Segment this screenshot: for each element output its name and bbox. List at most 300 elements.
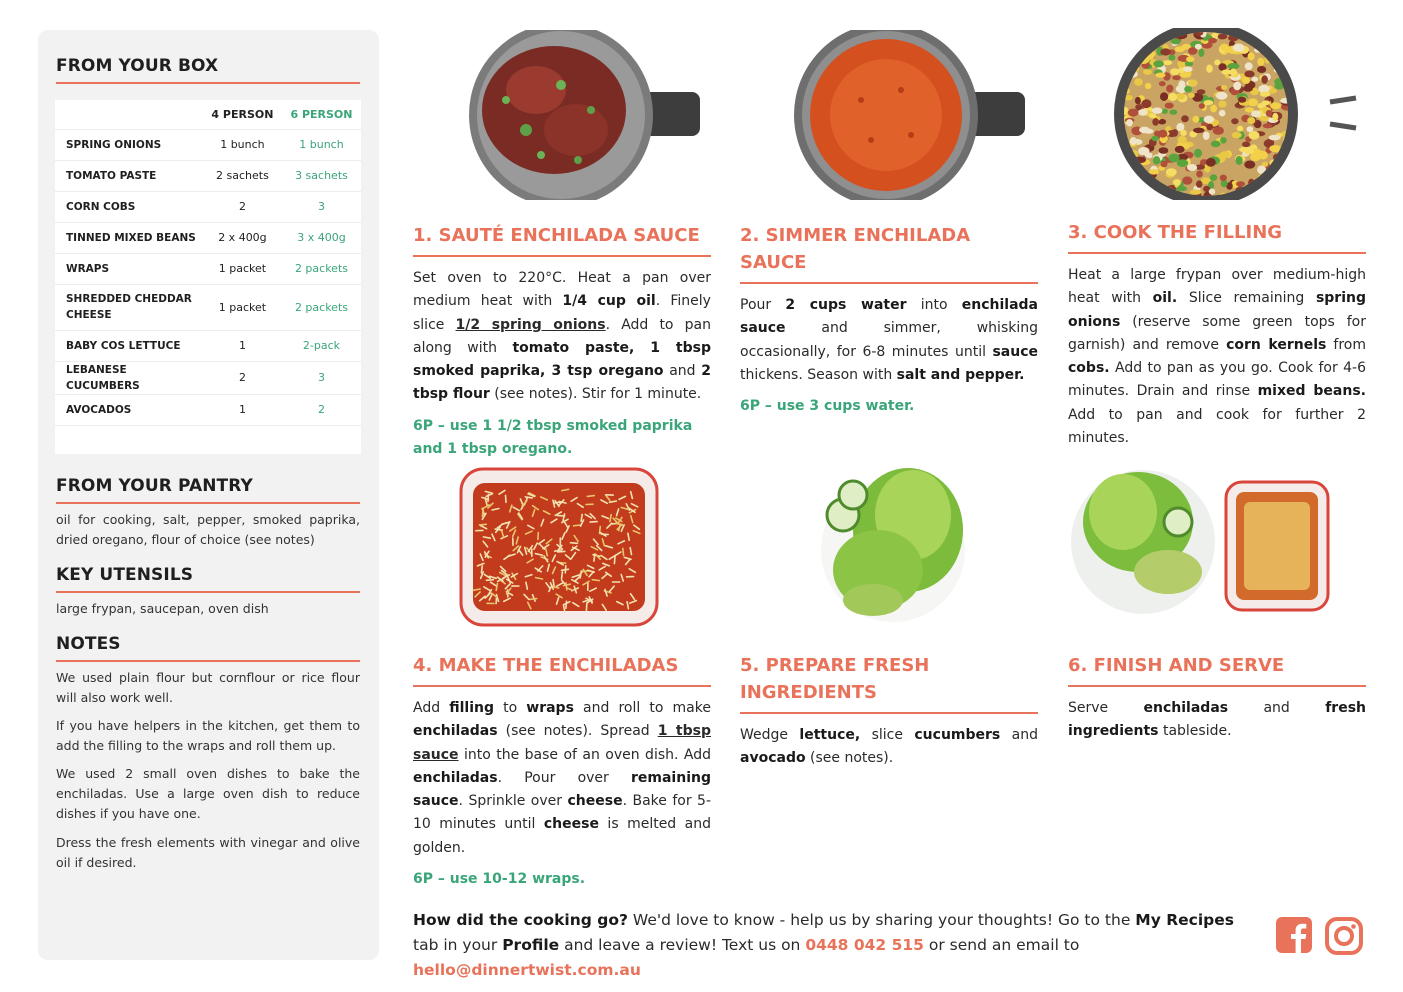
underline: 1/2 spring onions xyxy=(455,316,606,333)
row-4p: 1 packet xyxy=(203,284,282,330)
bean-texture xyxy=(1176,186,1187,191)
bean-texture xyxy=(1183,66,1193,72)
bold: spring onions xyxy=(1068,290,1366,330)
bean-texture xyxy=(1159,81,1166,86)
bean-texture xyxy=(1163,60,1173,65)
cheese-texture xyxy=(482,509,483,516)
bean-texture xyxy=(1159,147,1169,154)
bean-texture xyxy=(1139,32,1150,37)
step-5-body xyxy=(740,724,1038,771)
bean-texture xyxy=(1232,132,1242,138)
row-4p: 1 xyxy=(203,394,282,425)
table-row xyxy=(55,361,361,394)
bean-texture xyxy=(1152,118,1159,126)
step-3-title: 3. COOK THE FILLING xyxy=(1068,222,1283,243)
text: tab in your xyxy=(413,936,503,954)
bean-texture xyxy=(1257,58,1264,66)
bean-texture xyxy=(1281,29,1288,37)
bean-texture xyxy=(1218,34,1228,40)
table-row xyxy=(55,191,361,222)
text: into xyxy=(906,297,962,313)
step-6 xyxy=(1068,652,1366,744)
facebook-icon[interactable] xyxy=(1276,917,1314,955)
utensils-text: large frypan, saucepan, oven dish xyxy=(56,601,269,616)
text: Pour xyxy=(740,297,786,313)
bold: remaining sauce xyxy=(413,769,711,810)
bean-texture xyxy=(1188,93,1195,98)
step-5 xyxy=(740,652,1038,771)
bean-texture xyxy=(1196,180,1202,187)
bean-texture xyxy=(1220,44,1229,51)
bean-texture xyxy=(1214,60,1220,66)
bean-texture xyxy=(1199,103,1205,109)
bean-texture xyxy=(1269,135,1281,141)
bean-texture xyxy=(1247,117,1255,124)
text: Serve xyxy=(1068,700,1144,716)
table-row xyxy=(55,160,361,191)
bean-texture xyxy=(1125,178,1137,184)
bean-texture xyxy=(1278,30,1287,37)
bold: cheese xyxy=(543,816,599,833)
bean-texture xyxy=(1206,65,1213,73)
bean-texture xyxy=(1272,113,1278,121)
note-4: Dress the fresh elements with vinegar and olive oil if desired. xyxy=(56,835,360,870)
bean-texture xyxy=(1270,186,1280,192)
bean-texture xyxy=(1245,62,1253,70)
bean-texture xyxy=(1175,46,1185,52)
note-2: If you have helpers in the kitchen, get them to add the filling to the wraps and roll them up. xyxy=(56,718,360,753)
photo-enchiladas-dish xyxy=(459,467,659,627)
bean-texture xyxy=(1204,100,1214,105)
bold: filling xyxy=(449,700,494,716)
bean-texture xyxy=(1266,110,1272,117)
bold: salt and pepper. xyxy=(896,366,1025,383)
email-link[interactable]: hello@dinnertwist.com.au xyxy=(413,961,641,979)
text: tableside. xyxy=(1158,723,1232,740)
step-2-rule xyxy=(740,282,1038,284)
photo-cook-filling xyxy=(1108,28,1358,200)
ingredients-table-card xyxy=(55,100,361,454)
phone-link[interactable]: 0448 042 515 xyxy=(805,936,924,954)
bean-texture xyxy=(1242,142,1250,148)
bean-texture xyxy=(1132,37,1143,46)
bean-texture xyxy=(1192,116,1199,123)
utensils-heading: KEY UTENSILS xyxy=(56,565,194,585)
bean-texture xyxy=(1169,110,1177,115)
table-header-row xyxy=(55,100,361,129)
cheese-texture xyxy=(592,580,599,581)
text: . Add to pan along with xyxy=(413,316,711,356)
bean-texture xyxy=(1130,137,1137,145)
bold: 1/4 cup oil xyxy=(562,293,656,310)
cheese-texture xyxy=(590,522,597,523)
bold: enchiladas xyxy=(413,769,498,786)
bean-texture xyxy=(1270,102,1281,109)
bean-texture xyxy=(1277,45,1286,54)
text: Add to pan as you go. Cook for 4-6 minutes. Drain and rinse xyxy=(1068,360,1366,400)
bold: enchiladas xyxy=(1143,700,1229,716)
bean-texture xyxy=(1236,181,1245,186)
bean-texture xyxy=(1124,191,1130,199)
row-6p: 3 xyxy=(282,191,361,222)
bean-texture xyxy=(1275,44,1283,49)
bold: wraps xyxy=(526,700,574,716)
cheese-texture xyxy=(525,497,532,498)
bean-texture xyxy=(1136,188,1146,194)
text: Set oven to 220°C. Heat a pan over medium heat with xyxy=(413,270,711,310)
row-4p: 1 bunch xyxy=(203,129,282,160)
step-5-rule xyxy=(740,712,1038,714)
bean-texture xyxy=(1155,73,1165,78)
notes-heading: NOTES xyxy=(56,634,121,654)
row-item: SHREDDED CHEDDAR CHEESE xyxy=(55,284,203,330)
cheese-texture xyxy=(571,543,578,544)
bean-texture xyxy=(1236,156,1243,165)
bean-texture xyxy=(1213,127,1224,135)
bean-texture xyxy=(1244,71,1254,78)
cheese-texture xyxy=(581,514,582,521)
text: (reserve some green tops for garnish) and remove xyxy=(1068,313,1366,353)
bean-texture xyxy=(1271,33,1282,42)
text: slice xyxy=(860,727,915,743)
bean-texture xyxy=(1146,29,1156,34)
bean-texture xyxy=(1186,56,1195,62)
footer-question: How did the cooking go? xyxy=(413,911,628,929)
cheese-texture xyxy=(562,572,563,579)
bean-texture xyxy=(1233,44,1245,52)
bean-texture xyxy=(1218,101,1226,108)
step-2-body xyxy=(740,294,1038,387)
table-row xyxy=(55,394,361,425)
bold: corn kernels xyxy=(1226,336,1327,353)
row-item: SPRING ONIONS xyxy=(55,129,203,160)
cheese-texture xyxy=(594,554,595,561)
bean-texture xyxy=(1162,109,1168,114)
bean-texture xyxy=(1139,127,1150,134)
step-3 xyxy=(1068,219,1366,450)
pan-handle xyxy=(1330,98,1356,128)
bean-texture xyxy=(1248,52,1255,60)
bean-texture xyxy=(1269,88,1277,93)
bean-texture xyxy=(1168,93,1177,101)
text: and xyxy=(1000,727,1038,743)
bean-texture xyxy=(1184,86,1192,93)
notes-heading-rule xyxy=(56,660,360,662)
bean-texture xyxy=(1160,48,1171,55)
cheese-texture xyxy=(506,495,507,502)
text: . Bake for 5-10 minutes until xyxy=(413,793,711,833)
step-3-rule xyxy=(1068,252,1366,254)
text: . Pour over xyxy=(497,769,631,786)
bean-texture xyxy=(1220,137,1227,143)
step-2-6p-note: 6P – use 3 cups water. xyxy=(740,398,915,415)
pantry-text: oil for cooking, salt, pepper, smoked paprika, dried oregano, flour of choice (see notes) xyxy=(56,512,360,547)
cheese-texture xyxy=(553,580,554,587)
text: from xyxy=(1326,336,1366,353)
bean-texture xyxy=(1219,110,1226,117)
step-3-body xyxy=(1068,264,1366,450)
step-4-title: 4. MAKE THE ENCHILADAS xyxy=(413,655,679,676)
bean-texture xyxy=(1210,105,1217,113)
bean-texture xyxy=(1282,164,1290,172)
row-item: TOMATO PASTE xyxy=(55,160,203,191)
ingredients-table xyxy=(55,100,361,426)
row-item: WRAPS xyxy=(55,253,203,284)
bean-texture xyxy=(1142,99,1152,108)
photo-finish-serve xyxy=(1068,462,1333,617)
bean-texture xyxy=(1209,189,1215,195)
bean-texture xyxy=(1237,126,1243,132)
photo-saute-sauce xyxy=(466,30,706,200)
cheese-texture xyxy=(479,524,486,525)
row-4p: 1 packet xyxy=(203,253,282,284)
step-4-rule xyxy=(413,685,711,687)
bean-texture xyxy=(1171,39,1181,45)
text: (see notes). xyxy=(805,750,894,767)
bean-texture xyxy=(1190,190,1202,195)
bean-texture xyxy=(1128,109,1139,117)
bean-texture xyxy=(1161,161,1168,167)
text: is melted and golden. xyxy=(413,816,711,856)
row-item: TINNED MIXED BEANS xyxy=(55,222,203,253)
bean-texture xyxy=(1135,97,1141,104)
bean-texture xyxy=(1262,100,1270,105)
photo-fresh-ingredients xyxy=(813,460,983,630)
row-item: BABY COS LETTUCE xyxy=(55,330,203,361)
bean-texture xyxy=(1135,36,1143,44)
step-1-body xyxy=(413,267,711,407)
row-6p: 3 x 400g xyxy=(282,222,361,253)
text: Slice remaining xyxy=(1177,290,1316,307)
bean-texture xyxy=(1144,153,1151,158)
text: . Sprinkle over xyxy=(458,793,568,810)
text: and xyxy=(663,363,702,380)
bean-texture xyxy=(1174,179,1181,186)
row-4p: 1 xyxy=(203,330,282,361)
note-3: We used 2 small oven dishes to bake the enchiladas. Use a large oven dish to reduce dishes if you have one. xyxy=(56,766,360,821)
instagram-icon[interactable] xyxy=(1325,917,1363,955)
step-1 xyxy=(413,222,711,461)
bean-texture xyxy=(1124,34,1136,41)
bold: enchilada sauce xyxy=(740,297,1038,337)
bean-texture xyxy=(1244,161,1255,169)
bean-texture xyxy=(1203,131,1210,140)
text: and leave a review! Text us on xyxy=(559,936,806,954)
table-row xyxy=(55,222,361,253)
bean-texture xyxy=(1122,50,1130,57)
bean-texture xyxy=(1152,107,1163,113)
utensils-heading-rule xyxy=(56,591,360,593)
bean-texture xyxy=(1135,105,1142,110)
step-4-6p-note: 6P – use 10-12 wraps. xyxy=(413,871,586,888)
step-4 xyxy=(413,652,711,891)
row-item: LEBANESE CUCUMBERS xyxy=(55,361,203,394)
cheese-texture xyxy=(486,580,493,581)
bold: fresh ingredients xyxy=(1068,700,1366,740)
bean-texture xyxy=(1208,38,1217,44)
footer-feedback xyxy=(413,908,1263,983)
photo-simmer-sauce xyxy=(791,30,1031,200)
bean-texture xyxy=(1231,118,1238,124)
table-row xyxy=(55,330,361,361)
row-6p: 3 sachets xyxy=(282,160,361,191)
bold: mixed beans. xyxy=(1257,383,1366,400)
row-6p: 2 xyxy=(282,394,361,425)
profile-label: Profile xyxy=(502,936,560,954)
bean-texture xyxy=(1221,85,1227,90)
bean-texture xyxy=(1188,80,1198,87)
cheese-texture xyxy=(481,566,482,573)
text: thickens. Season with xyxy=(740,366,897,383)
bean-texture xyxy=(1198,49,1204,57)
bean-texture xyxy=(1197,89,1206,94)
text: into the base of an oven dish. Add xyxy=(458,746,711,763)
bold: cheese xyxy=(567,793,623,810)
cheese-texture xyxy=(565,566,566,573)
box-heading-rule xyxy=(56,82,360,84)
bean-texture xyxy=(1177,159,1188,167)
cheese-texture xyxy=(566,601,567,608)
step-1-6p-note: 6P – use 1 1/2 tbsp smoked paprika and 1 tbsp oregano. xyxy=(413,417,693,458)
bean-texture xyxy=(1145,83,1152,89)
step-6-rule xyxy=(1068,685,1366,687)
bean-texture xyxy=(1251,110,1260,117)
table-row xyxy=(55,284,361,330)
bean-texture xyxy=(1123,34,1135,40)
step-5-title: 5. PREPARE FRESH INGREDIENTS xyxy=(740,655,930,703)
bold: 2 cups water xyxy=(785,297,907,313)
underline: 1 tbsp sauce xyxy=(413,723,711,763)
box-heading: FROM YOUR BOX xyxy=(56,56,219,76)
bean-texture xyxy=(1195,44,1202,50)
bean-texture xyxy=(1134,40,1141,46)
text: We'd love to know - help us by sharing your thoughts! Go to the xyxy=(627,911,1136,929)
row-6p: 2 packets xyxy=(282,284,361,330)
bean-texture xyxy=(1196,171,1203,178)
bean-texture xyxy=(1211,141,1221,148)
bean-texture xyxy=(1251,77,1258,82)
bean-texture xyxy=(1169,55,1176,61)
bean-texture xyxy=(1166,85,1173,93)
bean-texture xyxy=(1261,75,1268,84)
cheese-texture xyxy=(558,551,565,552)
step-6-body xyxy=(1068,697,1366,744)
bean-texture xyxy=(1216,92,1227,100)
bean-texture xyxy=(1233,82,1241,91)
bean-texture xyxy=(1260,92,1271,97)
text: (see notes). Spread xyxy=(497,723,658,740)
bean-texture xyxy=(1194,149,1202,158)
bean-texture xyxy=(1204,116,1215,124)
bean-texture xyxy=(1249,131,1260,140)
bold: oil. xyxy=(1152,290,1178,307)
bold: sauce xyxy=(992,343,1038,360)
text: to xyxy=(493,700,527,716)
row-item: AVOCADOS xyxy=(55,394,203,425)
bean-texture xyxy=(1180,72,1192,78)
step-1-rule xyxy=(413,255,711,257)
bold: lettuce, xyxy=(799,727,861,743)
cheese-texture xyxy=(574,525,581,526)
bean-texture xyxy=(1170,68,1179,75)
bean-texture xyxy=(1280,34,1292,42)
table-row xyxy=(55,129,361,160)
bean-texture xyxy=(1149,113,1156,118)
row-4p: 2 xyxy=(203,361,282,394)
text: and roll to make xyxy=(573,700,711,716)
bean-texture xyxy=(1181,115,1189,122)
step-2 xyxy=(740,222,1038,418)
row-6p: 1 bunch xyxy=(282,129,361,160)
step-2-title: 2. SIMMER ENCHILADA SAUCE xyxy=(740,225,971,273)
step-6-title: 6. FINISH AND SERVE xyxy=(1068,655,1285,676)
bean-texture xyxy=(1242,77,1250,84)
step-1-title: 1. SAUTÉ ENCHILADA SAUCE xyxy=(413,225,700,246)
row-6p: 2-pack xyxy=(282,330,361,361)
cheese-texture xyxy=(614,557,615,564)
cheese-texture xyxy=(587,496,594,497)
bean-texture xyxy=(1277,180,1288,188)
bean-texture xyxy=(1132,191,1138,197)
row-item: CORN COBS xyxy=(55,191,203,222)
my-recipes-label: My Recipes xyxy=(1135,911,1234,929)
row-4p: 2 x 400g xyxy=(203,222,282,253)
bean-texture xyxy=(1165,103,1174,109)
bold: cucumbers xyxy=(914,727,1001,743)
bean-texture xyxy=(1149,169,1159,175)
row-4p: 2 sachets xyxy=(203,160,282,191)
bean-texture xyxy=(1187,164,1197,171)
bean-texture xyxy=(1158,130,1167,138)
bean-texture xyxy=(1221,69,1232,74)
text: Add xyxy=(413,700,450,716)
header-6-person: 6 PERSON xyxy=(282,100,361,129)
note-1: We used plain flour but cornflour or rice flour will also work well. xyxy=(56,670,360,705)
bold: tomato paste, 1 tbsp smoked paprika, 3 tsp oregano xyxy=(413,339,711,380)
bold: enchiladas xyxy=(413,723,498,740)
text: Wedge xyxy=(740,727,800,743)
bean-texture xyxy=(1160,92,1168,101)
cheese-texture xyxy=(530,599,537,600)
bean-texture xyxy=(1239,147,1249,152)
bean-texture xyxy=(1285,31,1291,37)
text: (see notes). Stir for 1 minute. xyxy=(489,386,702,403)
bean-texture xyxy=(1145,187,1151,195)
bold: cobs. xyxy=(1068,360,1110,377)
bean-texture xyxy=(1228,63,1240,69)
bean-texture xyxy=(1166,168,1177,176)
bean-texture xyxy=(1134,78,1143,86)
row-4p: 2 xyxy=(203,191,282,222)
header-4-person: 4 PERSON xyxy=(203,100,282,129)
bean-texture xyxy=(1153,60,1164,67)
bean-texture xyxy=(1257,66,1266,73)
bean-texture xyxy=(1263,123,1272,128)
bean-texture xyxy=(1138,31,1145,39)
row-6p: 2 packets xyxy=(282,253,361,284)
text: and simmer, whisking occasionally, for 6-8 minutes until xyxy=(740,320,1038,360)
bean-texture xyxy=(1206,158,1216,167)
bold: 2 tbsp flour xyxy=(413,363,711,403)
bean-texture xyxy=(1220,175,1227,181)
bean-texture xyxy=(1220,151,1230,158)
bean-texture xyxy=(1210,174,1217,181)
bean-texture xyxy=(1180,130,1187,136)
bean-texture xyxy=(1206,124,1213,131)
bean-texture xyxy=(1175,146,1185,153)
bean-texture xyxy=(1126,119,1133,126)
bean-texture xyxy=(1143,69,1152,75)
